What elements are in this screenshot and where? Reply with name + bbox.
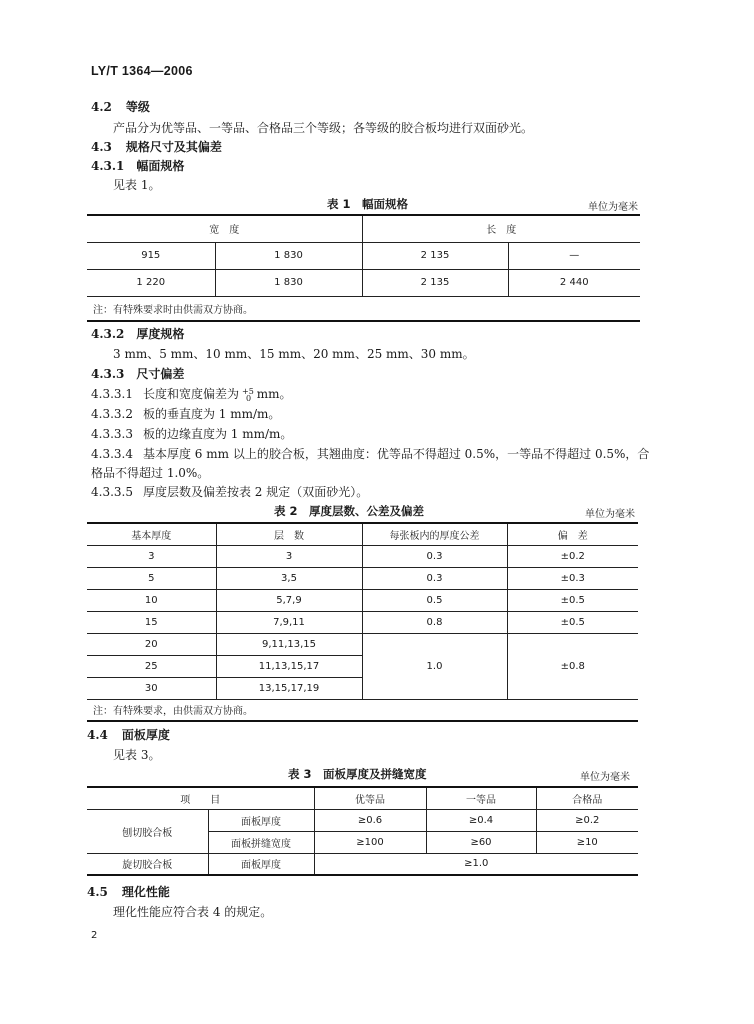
table3-unit: 单位为毫米 bbox=[580, 772, 630, 783]
table-cell: ≥0.6 bbox=[314, 809, 426, 831]
table-row bbox=[87, 269, 640, 296]
section-number: 4.3.3 bbox=[91, 367, 125, 381]
table1-header-width: 宽 度 bbox=[87, 215, 362, 242]
section-number: 4.3.2 bbox=[91, 327, 125, 341]
table-cell: 3,5 bbox=[216, 567, 362, 589]
section-4-2-body: 产品分为优等品、一等品、合格品三个等级；各等级的胶合板均进行双面砂光。 bbox=[113, 121, 534, 135]
table-cell: 30 bbox=[87, 677, 216, 699]
table-cell: 面板拼缝宽度 bbox=[208, 831, 314, 853]
tolerance-fraction bbox=[242, 388, 254, 402]
table-cell: 7,9,11 bbox=[216, 611, 362, 633]
table2-note: 注：有特殊要求，由供需双方协商。 bbox=[87, 699, 638, 721]
table3-group-rotary: 旋切胶合板 bbox=[87, 853, 208, 875]
section-4-5-body: 理化性能应符合表 4 的规定。 bbox=[113, 905, 273, 919]
table-cell: 11,13,15,17 bbox=[216, 655, 362, 677]
table-cell: 2 440 bbox=[508, 269, 640, 296]
table-cell: 0.8 bbox=[362, 611, 507, 633]
table2-header: 层 数 bbox=[216, 523, 362, 545]
table2-unit: 单位为毫米 bbox=[585, 509, 635, 520]
table1-note: 注：有特殊要求时由供需双方协商。 bbox=[87, 296, 640, 321]
table-cell: ±0.3 bbox=[507, 567, 638, 589]
table-cell: 0.5 bbox=[362, 589, 507, 611]
table-cell: — bbox=[508, 242, 640, 269]
document-header: LY/T 1364—2006 bbox=[91, 64, 193, 78]
table-row bbox=[87, 853, 638, 875]
section-number: 4.3.3.1 bbox=[91, 387, 133, 401]
section-4-3-heading bbox=[91, 138, 222, 155]
table-cell: 0.3 bbox=[362, 567, 507, 589]
section-4-3-3-4-line2: 格品不得超过 1.0%。 bbox=[91, 466, 210, 480]
table-cell: ±0.5 bbox=[507, 611, 638, 633]
table-cell: ≥1.0 bbox=[314, 853, 638, 875]
table2-caption: 表 2 厚度层数、公差及偏差 bbox=[274, 504, 425, 518]
section-4-3-3-4 bbox=[91, 445, 649, 462]
table-cell: 10 bbox=[87, 589, 216, 611]
table-cell: 2 135 bbox=[362, 269, 508, 296]
section-number: 4.3.3.5 bbox=[91, 485, 133, 499]
tolerance-upper: +5 bbox=[242, 386, 254, 396]
section-4-3-3-3 bbox=[91, 425, 292, 442]
section-4-3-3-2 bbox=[91, 405, 280, 422]
table-cell: 面板厚度 bbox=[208, 853, 314, 875]
table-cell: 3 bbox=[216, 545, 362, 567]
table1 bbox=[87, 214, 640, 322]
table1-header-length: 长 度 bbox=[362, 215, 640, 242]
table-cell: ≥0.4 bbox=[426, 809, 536, 831]
section-number: 4.3.3.3 bbox=[91, 427, 133, 441]
table-cell: 1 220 bbox=[87, 269, 215, 296]
table-row bbox=[87, 242, 640, 269]
table-cell: 面板厚度 bbox=[208, 809, 314, 831]
tolerance-unit: mm。 bbox=[256, 387, 292, 401]
table-cell: 915 bbox=[87, 242, 215, 269]
table-row bbox=[87, 633, 638, 655]
table3 bbox=[87, 786, 638, 876]
section-title: 幅面规格 bbox=[136, 159, 185, 173]
table-cell: 15 bbox=[87, 611, 216, 633]
table-row bbox=[87, 611, 638, 633]
page-number: 2 bbox=[91, 930, 98, 941]
section-4-3-1-heading bbox=[91, 157, 184, 174]
table-cell: ≥0.2 bbox=[536, 809, 638, 831]
table3-header-item: 项 目 bbox=[87, 787, 314, 809]
section-number: 4.2 bbox=[91, 100, 112, 114]
section-4-3-3-1 bbox=[91, 385, 292, 402]
section-number: 4.3.3.4 bbox=[91, 447, 133, 461]
table3-header-grade: 合格品 bbox=[536, 787, 638, 809]
table-cell: 20 bbox=[87, 633, 216, 655]
section-title: 厚度规格 bbox=[136, 327, 185, 341]
section-body-line1: 基本厚度 6 mm 以上的胶合板，其翘曲度：优等品不得超过 0.5%，一等品不得超过 0.5%，合 bbox=[142, 447, 650, 461]
table-cell: ±0.8 bbox=[507, 633, 638, 699]
section-title: 理化性能 bbox=[121, 885, 170, 899]
section-number: 4.3 bbox=[91, 140, 112, 154]
table-cell: ≥60 bbox=[426, 831, 536, 853]
table2-header: 偏 差 bbox=[507, 523, 638, 545]
section-number: 4.3.3.2 bbox=[91, 407, 133, 421]
section-4-3-2-body: 3 mm、5 mm、10 mm、15 mm、20 mm、25 mm、30 mm。 bbox=[113, 347, 475, 361]
table-cell: ≥100 bbox=[314, 831, 426, 853]
section-4-5-heading bbox=[87, 883, 170, 900]
table1-unit: 单位为毫米 bbox=[588, 202, 638, 213]
table-cell: ±0.2 bbox=[507, 545, 638, 567]
table1-caption: 表 1 幅面规格 bbox=[327, 197, 409, 211]
section-body: 厚度层数及偏差按表 2 规定（双面砂光）。 bbox=[142, 485, 369, 499]
table-cell: 13,15,17,19 bbox=[216, 677, 362, 699]
section-number: 4.3.1 bbox=[91, 159, 125, 173]
table-row bbox=[87, 589, 638, 611]
table2-header: 基本厚度 bbox=[87, 523, 216, 545]
table-cell: 2 135 bbox=[362, 242, 508, 269]
section-number: 4.4 bbox=[87, 728, 108, 742]
table-row bbox=[87, 545, 638, 567]
table-cell: 3 bbox=[87, 545, 216, 567]
table-cell: 9,11,13,15 bbox=[216, 633, 362, 655]
section-title: 等级 bbox=[125, 100, 150, 114]
table3-header-grade: 一等品 bbox=[426, 787, 536, 809]
section-4-4-body: 见表 3。 bbox=[113, 748, 161, 762]
table-cell: ±0.5 bbox=[507, 589, 638, 611]
table-cell: 5 bbox=[87, 567, 216, 589]
table3-header-grade: 优等品 bbox=[314, 787, 426, 809]
table-cell: 25 bbox=[87, 655, 216, 677]
tolerance-lower: 0 bbox=[246, 393, 252, 403]
table-cell: ≥10 bbox=[536, 831, 638, 853]
section-4-3-1-body: 见表 1。 bbox=[113, 178, 161, 192]
table-row bbox=[87, 809, 638, 831]
section-title: 尺寸偏差 bbox=[136, 367, 185, 381]
section-4-3-3-5 bbox=[91, 483, 368, 500]
table2 bbox=[87, 522, 638, 722]
table-cell: 1 830 bbox=[215, 242, 362, 269]
table-cell: 1 830 bbox=[215, 269, 362, 296]
section-body: 板的垂直度为 1 mm/m。 bbox=[142, 407, 281, 421]
section-4-4-heading bbox=[87, 726, 170, 743]
section-title: 规格尺寸及其偏差 bbox=[125, 140, 222, 154]
section-number: 4.5 bbox=[87, 885, 108, 899]
table-cell: 0.3 bbox=[362, 545, 507, 567]
section-title: 面板厚度 bbox=[121, 728, 170, 742]
section-4-3-3-heading bbox=[91, 365, 184, 382]
table-cell: 1.0 bbox=[362, 633, 507, 699]
section-4-3-2-heading bbox=[91, 325, 184, 342]
table-row bbox=[87, 567, 638, 589]
table-cell: 5,7,9 bbox=[216, 589, 362, 611]
table3-caption: 表 3 面板厚度及拼缝宽度 bbox=[288, 767, 427, 781]
section-4-2-heading bbox=[91, 98, 150, 115]
table2-header: 每张板内的厚度公差 bbox=[362, 523, 507, 545]
section-body: 板的边缘直度为 1 mm/m。 bbox=[142, 427, 293, 441]
table3-group-sliced: 刨切胶合板 bbox=[87, 809, 208, 853]
tolerance-text: 长度和宽度偏差为 bbox=[142, 387, 239, 401]
